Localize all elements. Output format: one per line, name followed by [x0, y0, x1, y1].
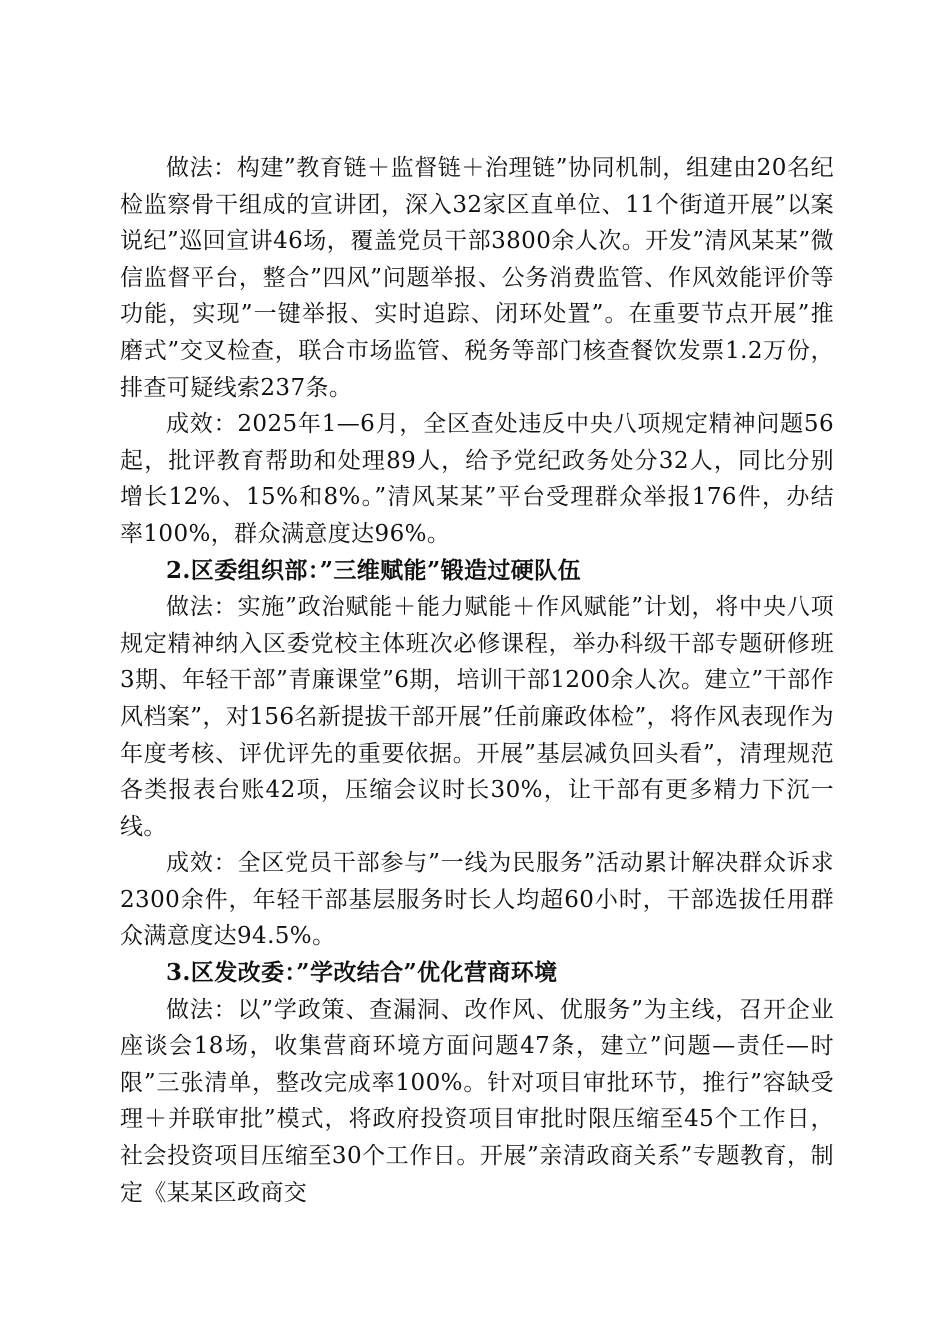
section-3-practice-paragraph: 做法：以”学政策、查漏洞、改作风、优服务”为主线，召开企业座谈会18场，收集营商环境方面问题47条，建立”问题—责任—时限”三张清单，整改完成率100%。针对项目审批环节，推行”容缺受理＋并联审批”模式，将政府投资项目审批时限压缩至45个工作日，社会投资项目压缩至30个工作日。开展”亲清政商关系”专题教育，制定《某某区政商交 — [120, 996, 834, 1206]
document-page — [120, 150, 834, 1211]
section-1-practice-paragraph: 做法：构建”教育链＋监督链＋治理链”协同机制，组建由20名纪检监察骨干组成的宣讲团，深入32家区直单位、11个街道开展”以案说纪”巡回宣讲46场，覆盖党员干部3800余人次。开发”清风某某”微信监督平台，整合”四风”问题举报、公务消费监管、作风效能评价等功能，实现”一键举报、实时追踪、闭环处置”。在重要节点开展”推磨式”交叉检查，联合市场监管、税务等部门核查餐饮发票1.2万份，排查可疑线索237条。 — [120, 155, 834, 401]
section-1-result-paragraph: 成效：2025年1—6月，全区查处违反中央八项规定精神问题56起，批评教育帮助和处理89人，给予党纪政务处分32人，同比分别增长12%、15%和8%。”清风某某”平台受理群众举报176件，办结率100%，群众满意度达96%。 — [120, 411, 834, 547]
section-2-practice-paragraph: 做法：实施”政治赋能＋能力赋能＋作风赋能”计划，将中央八项规定精神纳入区委党校主体班次必修课程，举办科级干部专题研修班3期、年轻干部”青廉课堂”6期，培训干部1200余人次。建立”干部作风档案”，对156名新提拔干部开展”任前廉政体检”，将作风表现作为年度考核、评优评先的重要依据。开展”基层减负回头看”，清理规范各类报表台账42项，压缩会议时长30%，让干部有更多精力下沉一线。 — [120, 594, 834, 840]
section-3-heading: 3.区发改委：”学改结合”优化营商环境 — [166, 959, 558, 987]
section-2-heading: 2.区委组织部：”三维赋能”锻造过硬队伍 — [166, 556, 581, 584]
section-2-result-paragraph: 成效：全区党员干部参与”一线为民服务”活动累计解决群众诉求2300余件，年轻干部基层服务时长人均超60小时，干部选拔任用群众满意度达94.5%。 — [120, 850, 834, 950]
